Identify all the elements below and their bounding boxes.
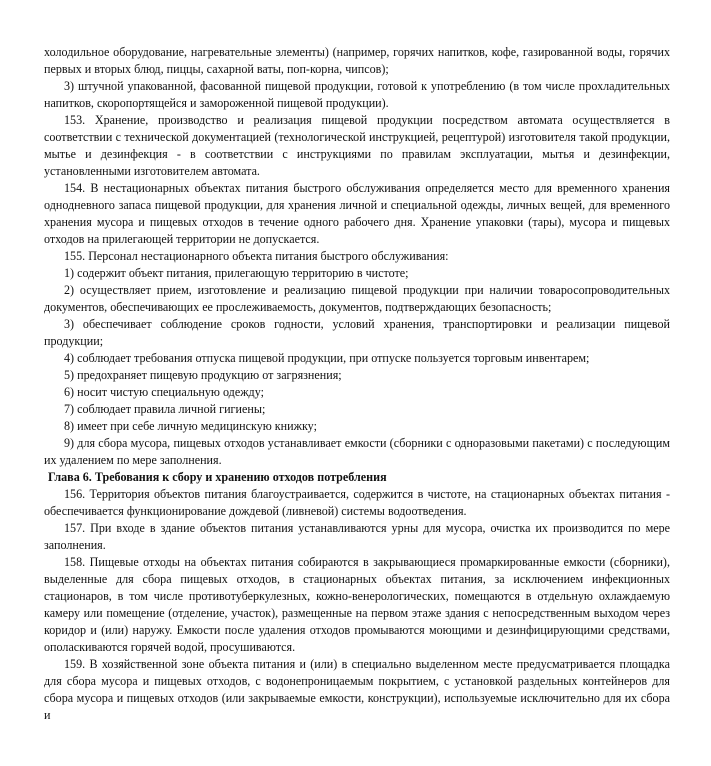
paragraph-157: 157. При входе в здание объектов питания устанавливаются урны для мусора, очистка их производится по мере заполнения.: [44, 521, 670, 552]
list-item-1: 1) содержит объект питания, прилегающую территорию в чистоте;: [64, 266, 409, 280]
list-item-7: 7) соблюдает правила личной гигиены;: [64, 402, 266, 416]
list-item-3: 3) штучной упакованной, фасованной пищевой продукции, готовой к употреблению (в том числе прохладительных напитков, скоропортящейся и замороженной пищевой продукции).: [44, 79, 670, 110]
paragraph-154: 154. В нестационарных объектах питания быстрого обслуживания определяется место для временного хранения однодневного запаса пищевой продукции, для хранения личной и специальной одежды, личных вещей, для временного хранения мусора и пищевых отходов в течение одного рабочего дня. Хранение упаковки (тары), мусора и пищевых отходов на прилегающей территории не допускается.: [44, 181, 670, 246]
list-item-4: 4) соблюдает требования отпуска пищевой продукции, при отпуске пользуется торговым инвентарем;: [64, 351, 590, 365]
list-item-9: 9) для сбора мусора, пищевых отходов устанавливает емкости (сборники с одноразовыми пакетами) с последующим их удалением по мере заполнения.: [44, 436, 670, 467]
list-item-5: 5) предохраняет пищевую продукцию от загрязнения;: [64, 368, 342, 382]
paragraph-155: 155. Персонал нестационарного объекта питания быстрого обслуживания:: [64, 249, 449, 263]
paragraph-159: 159. В хозяйственной зоне объекта питания и (или) в специально выделенном месте предусматривается площадка для сбора мусора и пищевых отходов, с водонепроницаемым покрытием, с установкой раздельных контейнеров для сбора мусора и пищевых отходов (или закрываемые емкости, конструкции), используемые исключительно для их сбора и: [44, 657, 670, 722]
list-item-6: 6) носит чистую специальную одежду;: [64, 385, 264, 399]
list-item-2: 2) осуществляет прием, изготовление и реализацию пищевой продукции при наличии товаросопроводительных документов, обеспечивающих ее прослеживаемость, документов, подтверждающих безопасность;: [44, 283, 670, 314]
list-item-3b: 3) обеспечивает соблюдение сроков годности, условий хранения, транспортировки и реализации пищевой продукции;: [44, 317, 670, 348]
chapter-heading: Глава 6. Требования к сбору и хранению отходов потребления: [48, 470, 387, 484]
paragraph-156: 156. Территория объектов питания благоустраивается, содержится в чистоте, на стационарных объектах питания - обеспечивается функционирование дождевой (ливневой) системы водоотведения.: [44, 487, 670, 518]
paragraph-158: 158. Пищевые отходы на объектах питания собираются в закрывающиеся промаркированные емкости (сборники), выделенные для сбора пищевых отходов, в стационарных объектах питания, за исключением инфекционных стационаров, в том числе противотуберкулезных, кожно-венерологических, помещаются в отдельную охлаждаемую камеру или помещение (отделение, участок), размещенные на первом этаже здания с непосредственным выходом через коридор и (или) наружу. Емкости после удаления отходов промываются моющими и дезинфицирующими средствами, ополаскиваются горячей водой, просушиваются.: [44, 555, 670, 654]
list-item-8: 8) имеет при себе личную медицинскую книжку;: [64, 419, 317, 433]
paragraph-continuation: холодильное оборудование, нагревательные элементы) (например, горячих напитков, кофе, газированной воды, горячих первых и вторых блюд, пиццы, сахарной ваты, поп-корна, чипсов);: [44, 45, 670, 76]
paragraph-153: 153. Хранение, производство и реализация пищевой продукции посредством автомата осуществляется в соответствии с технической документацией (технологической инструкцией, рецептурой) изготовителя такой продукции, мытье и дезинфекция - в соответствии с инструкциями по правилам эксплуатации, мытья и дезинфекции, установленными изготовителем автомата.: [44, 113, 670, 178]
